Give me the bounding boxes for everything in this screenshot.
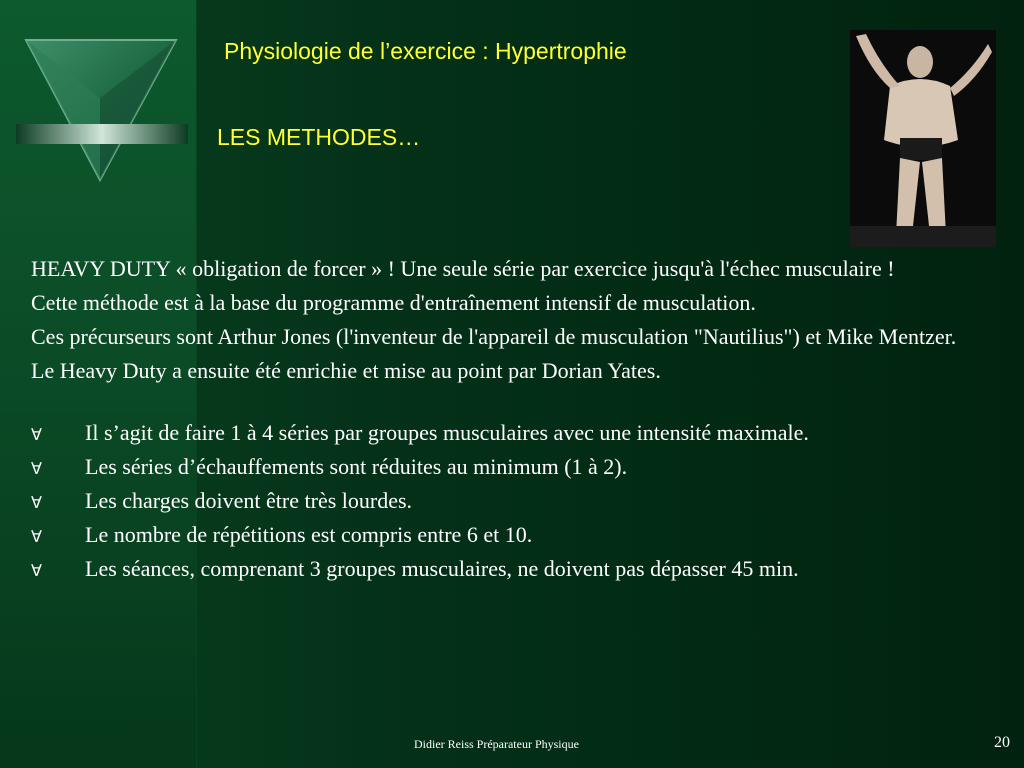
check-arrow-icon: ∀: [31, 527, 42, 546]
bullet-text: Les charges doivent être très lourdes.: [85, 488, 413, 513]
bullet-text: Les séries d’échauffements sont réduites au minimum (1 à 2).: [85, 454, 628, 479]
paragraph: Le Heavy Duty a ensuite été enrichie et mise au point par Dorian Yates.: [31, 358, 661, 383]
bullet-item: [31, 556, 993, 582]
check-arrow-icon: ∀: [31, 425, 42, 444]
triangle-logo-icon: [14, 38, 190, 183]
paragraph: Ces précurseurs sont Arthur Jones (l'inventeur de l'appareil de musculation "Nautilius") et Mike Mentzer.: [31, 324, 957, 349]
check-arrow-icon: ∀: [31, 493, 42, 512]
check-arrow-icon: ∀: [31, 561, 42, 580]
slide-title: Physiologie de l’exercice : Hypertrophie: [224, 38, 627, 64]
bullet-text: Le nombre de répétitions est compris entre 6 et 10.: [85, 522, 533, 547]
bullet-text: Les séances, comprenant 3 groupes musculaires, ne doivent pas dépasser 45 min.: [85, 556, 799, 581]
paragraph: Cette méthode est à la base du programme d'entraînement intensif de musculation.: [31, 290, 756, 315]
page-number: 20: [994, 734, 1010, 751]
bullet-item: [31, 488, 993, 514]
bodybuilder-photo: [850, 30, 996, 247]
bullet-item: [31, 454, 993, 480]
paragraph: HEAVY DUTY « obligation de forcer » ! Une seule série par exercice jusqu'à l'échec musculaire !: [31, 256, 895, 281]
bullet-text: Il s’agit de faire 1 à 4 séries par groupes musculaires avec une intensité maximale.: [85, 420, 809, 445]
footer-author: Didier Reiss Préparateur Physique: [414, 737, 579, 751]
check-arrow-icon: ∀: [31, 459, 42, 478]
bullet-item: [31, 522, 993, 548]
slide-subtitle: LES METHODES…: [217, 124, 421, 150]
bullet-item: [31, 420, 993, 446]
slide-content: [31, 256, 993, 590]
